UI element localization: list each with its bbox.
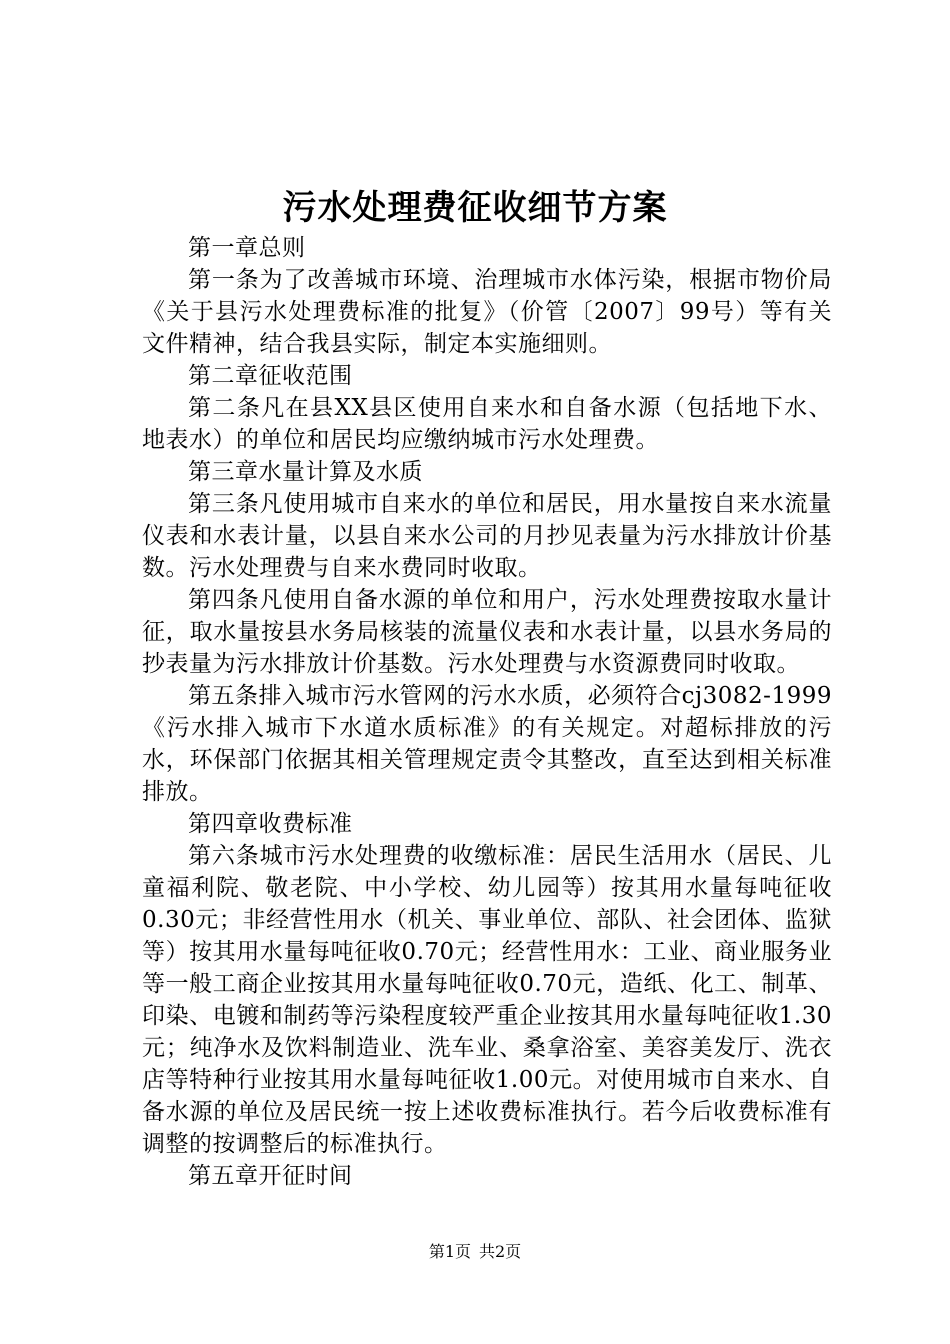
article-paragraph: 第三条凡使用城市自来水的单位和居民，用水量按自来水流量仪表和水表计量，以县自来水公司的月抄见表量为污水排放计价基数。污水处理费与自来水费同时收取。 — [142, 491, 832, 581]
article-paragraph: 第五条排入城市污水管网的污水水质，必须符合cj3082-1999《污水排入城市下水道水质标准》的有关规定。对超标排放的污水，环保部门依据其相关管理规定责令其整改，直至达到相关标准排放。 — [142, 683, 832, 805]
chapter-heading: 第三章水量计算及水质 — [188, 459, 423, 485]
page-total: 共2页 — [479, 1242, 522, 1261]
chapter-heading: 第五章开征时间 — [188, 1163, 353, 1189]
article-paragraph: 第四条凡使用自备水源的单位和用户，污水处理费按取水量计征，取水量按县水务局核装的流量仪表和水表计量，以县水务局的抄表量为污水排放计价基数。污水处理费与水资源费同时收取。 — [142, 587, 832, 677]
page-footer — [0, 1240, 950, 1264]
article-paragraph: 第一条为了改善城市环境、治理城市水体污染，根据市物价局《关于县污水处理费标准的批复》（价管〔2007〕99号）等有关文件精神，结合我县实际，制定本实施细则。 — [142, 267, 832, 357]
page-number: 第1页 — [428, 1242, 471, 1261]
chapter-heading: 第一章总则 — [188, 235, 306, 261]
article-paragraph: 第六条城市污水处理费的收缴标准：居民生活用水（居民、儿童福利院、敬老院、中小学校、幼儿园等）按其用水量每吨征收0.30元；非经营性用水（机关、事业单位、部队、社会团体、监狱等）按其用水量每吨征收0.70元；经营性用水：工业、商业服务业等一般工商企业按其用水量每吨征收0.70元，造纸、化工、制革、印染、电镀和制药等污染程度较严重企业按其用水量每吨征收1.30元；纯净水及饮料制造业、洗车业、桑拿浴室、美容美发厅、洗衣店等特种行业按其用水量每吨征收1.00元。对使用城市自来水、自备水源的单位及居民统一按上述收费标准执行。若今后收费标准有调整的按调整后的标准执行。 — [142, 843, 832, 1157]
chapter-heading: 第四章收费标准 — [188, 811, 353, 837]
article-paragraph: 第二条凡在县XX县区使用自来水和自备水源（包括地下水、地表水）的单位和居民均应缴纳城市污水处理费。 — [142, 395, 832, 453]
chapter-heading: 第二章征收范围 — [188, 363, 353, 389]
document-title: 污水处理费征收细节方案 — [282, 188, 668, 228]
document-body — [142, 232, 832, 1192]
